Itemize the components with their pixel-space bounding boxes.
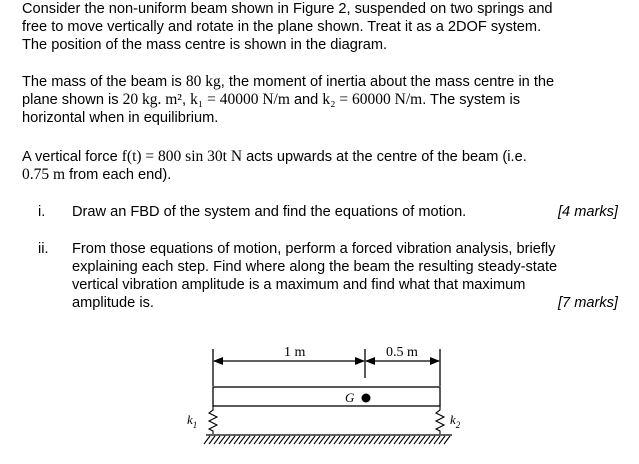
force-text: from each end). xyxy=(65,167,172,183)
spring-left-label: $k_1$ xyxy=(187,412,198,430)
hatch-stroke xyxy=(379,436,385,444)
hatch-stroke xyxy=(229,436,235,444)
beam xyxy=(213,387,440,406)
question-number: i. xyxy=(38,204,46,220)
k2-value: k₂ = 60000 N/m xyxy=(322,91,423,108)
params-text: . The system is xyxy=(422,92,521,108)
params-text: and xyxy=(289,92,323,108)
hatch-stroke xyxy=(299,436,305,444)
hatch-stroke xyxy=(374,436,380,444)
distance-value: 0.75 m xyxy=(22,166,66,183)
hatch-stroke xyxy=(419,436,425,444)
question-line: explaining each step. Find where along the beam the resulting steady-state xyxy=(72,259,558,275)
spring-right xyxy=(436,406,444,434)
hatch-stroke xyxy=(414,436,420,444)
hatch-stroke xyxy=(204,436,210,444)
mass-value: 80 kg xyxy=(185,73,221,90)
question-line: From those equations of motion, perform a forced vibration analysis, briefly xyxy=(72,241,556,257)
hatch-stroke xyxy=(389,436,395,444)
params-text: , the moment of inertia about the mass centre in the xyxy=(220,74,555,90)
hatch-stroke xyxy=(279,436,285,444)
hatch-stroke xyxy=(334,436,340,444)
hatch-stroke xyxy=(269,436,275,444)
params-text: horizontal when in equilibrium. xyxy=(22,110,219,126)
hatch-stroke xyxy=(399,436,405,444)
hatch-stroke xyxy=(209,436,215,444)
hatch-stroke xyxy=(259,436,265,444)
hatch-stroke xyxy=(264,436,270,444)
intro-line-1: Consider the non-uniform beam shown in Figure 2, suspended on two springs and xyxy=(22,1,553,17)
hatch-stroke xyxy=(359,436,365,444)
marks-label: [7 marks] xyxy=(557,295,618,311)
ground-hatching xyxy=(204,436,450,444)
question-number: ii. xyxy=(38,241,49,257)
hatch-stroke xyxy=(404,436,410,444)
hatch-stroke xyxy=(274,436,280,444)
dimension-0-5m-label: 0.5 m xyxy=(386,345,418,360)
hatch-stroke xyxy=(434,436,440,444)
hatch-stroke xyxy=(289,436,295,444)
hatch-stroke xyxy=(234,436,240,444)
params-text: The mass of the beam is xyxy=(22,74,186,90)
spring-left xyxy=(209,406,217,434)
hatch-stroke xyxy=(384,436,390,444)
hatch-stroke xyxy=(329,436,335,444)
hatch-stroke xyxy=(439,436,445,444)
hatch-stroke xyxy=(324,436,330,444)
inertia-value: 20 kg. m² xyxy=(122,91,182,108)
hatch-stroke xyxy=(239,436,245,444)
hatch-stroke xyxy=(214,436,220,444)
hatch-stroke xyxy=(249,436,255,444)
hatch-stroke xyxy=(294,436,300,444)
hatch-stroke xyxy=(219,436,225,444)
hatch-stroke xyxy=(394,436,400,444)
marks-label: [4 marks] xyxy=(557,204,618,220)
force-expression: f(t) = 800 sin 30t N xyxy=(121,148,243,165)
k1-value: k₁ = 40000 N/m xyxy=(190,91,290,108)
hatch-stroke xyxy=(314,436,320,444)
hatch-stroke xyxy=(254,436,260,444)
hatch-stroke xyxy=(369,436,375,444)
hatch-stroke xyxy=(364,436,370,444)
intro-line-3: The position of the mass centre is shown in the diagram. xyxy=(22,37,388,53)
hatch-stroke xyxy=(319,436,325,444)
hatch-stroke xyxy=(409,436,415,444)
hatch-stroke xyxy=(309,436,315,444)
hatch-stroke xyxy=(244,436,250,444)
force-text: acts upwards at the centre of the beam (i.e. xyxy=(242,149,527,165)
dimension-1m-label: 1 m xyxy=(284,345,306,360)
question-line: amplitude is. xyxy=(72,295,154,311)
mass-centre-label: G xyxy=(345,390,355,405)
hatch-stroke xyxy=(304,436,310,444)
hatch-stroke xyxy=(354,436,360,444)
hatch-stroke xyxy=(424,436,430,444)
hatch-stroke xyxy=(344,436,350,444)
hatch-stroke xyxy=(429,436,435,444)
hatch-stroke xyxy=(444,436,450,444)
mass-centre-dot xyxy=(362,394,371,403)
intro-line-2: free to move vertically and rotate in the plane shown. Treat it as a 2DOF system. xyxy=(22,19,542,35)
spring-right-label: $k_2$ xyxy=(450,412,461,430)
hatch-stroke xyxy=(284,436,290,444)
hatch-stroke xyxy=(339,436,345,444)
params-text: plane shown is xyxy=(22,92,123,108)
force-text: A vertical force xyxy=(22,149,122,165)
params-text: , xyxy=(181,92,191,108)
question-line: vertical vibration amplitude is a maximum and find what that maximum xyxy=(72,277,526,293)
hatch-stroke xyxy=(349,436,355,444)
question-text: Draw an FBD of the system and find the equations of motion. xyxy=(72,204,467,220)
hatch-stroke xyxy=(224,436,230,444)
